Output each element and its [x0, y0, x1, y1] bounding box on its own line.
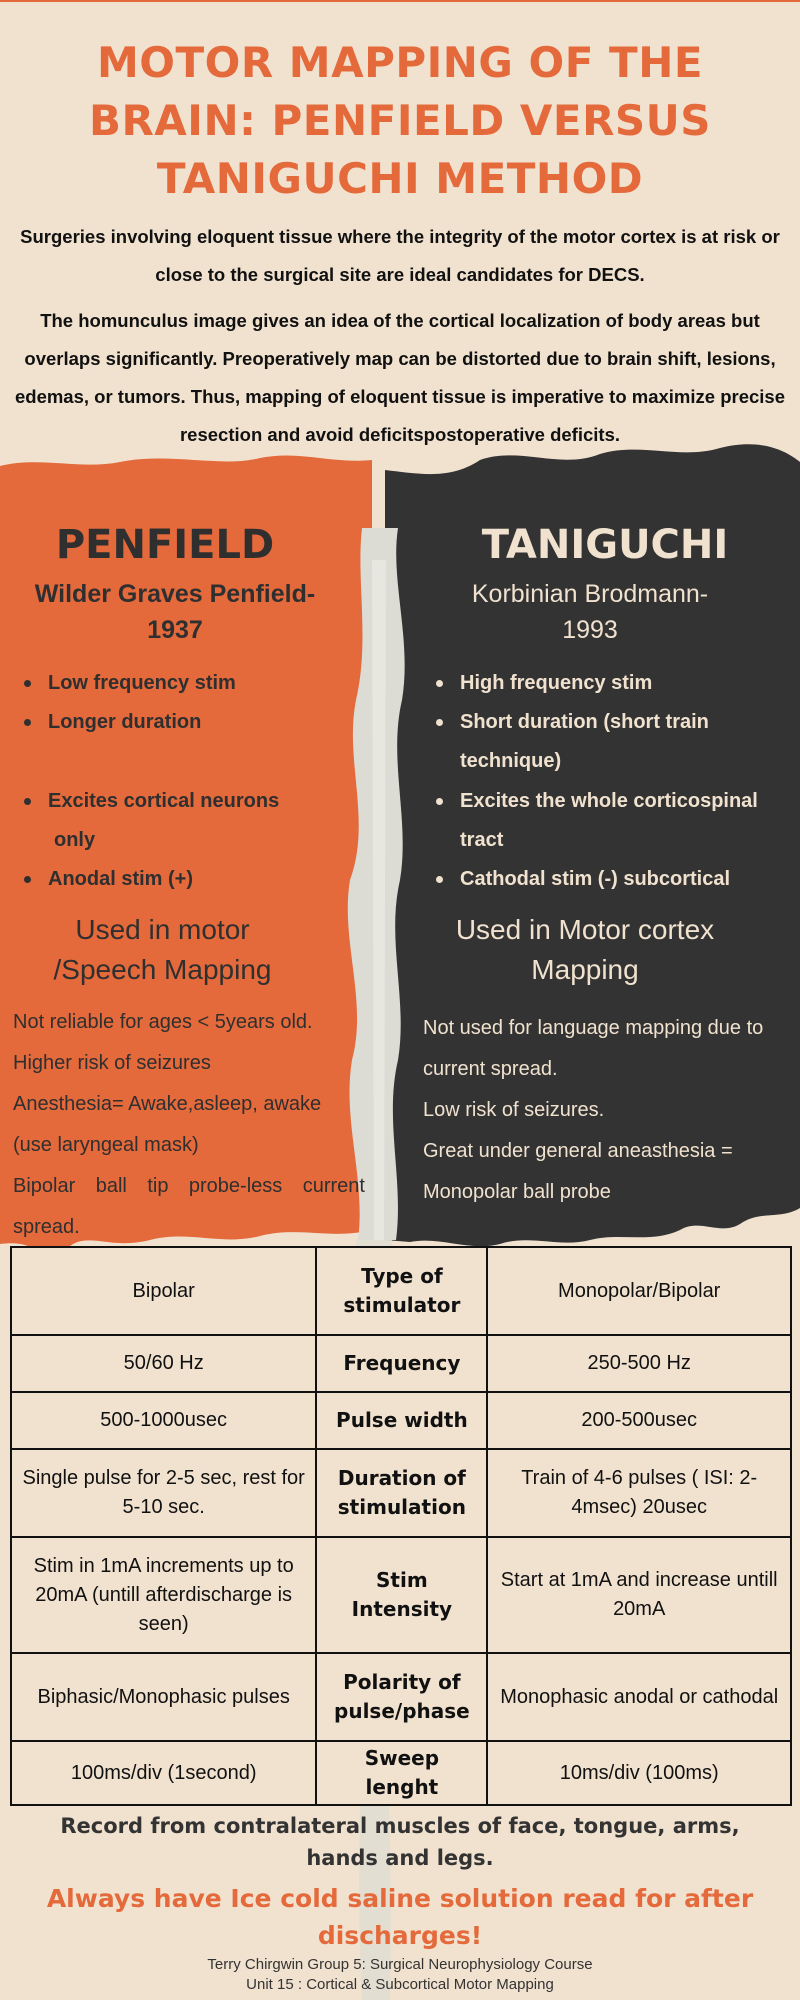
intro-paragraph-2: The homunculus image gives an idea of the cortical localization of body areas but overlaps significantly. Preoperatively map can be distorted due to brain shift, lesions, edemas, or tumors. Thus, mapping of eloquent tissue is imperative to maximize precise resection and avoid deficitspostoperative deficits. [14, 310, 785, 445]
table-row [11, 1537, 791, 1653]
taniguchi-bullet-list-3 [422, 860, 800, 899]
taniguchi-cell: 200-500usec [487, 1392, 791, 1449]
parameter-cell: Polarity of pulse/phase [316, 1653, 487, 1741]
taniguchi-heading: TANIGUCHI [481, 522, 729, 568]
parameter-cell: Pulse width [316, 1392, 487, 1449]
penfield-bullet-continuation: only [54, 829, 96, 851]
penfield-notes [13, 1002, 368, 1248]
record-instruction: Record from contralateral muscles of face, tongue, arms, hands and legs. [60, 1814, 740, 1870]
credit-line-2: Unit 15 : Cortical & Subcortical Motor Mapping [246, 1976, 554, 1993]
taniguchi-bullet-continuation: tract [460, 829, 504, 851]
penfield-bullet: Excites cortical neurons [10, 782, 350, 821]
penfield-note: Anesthesia= Awake,asleep, awake [13, 1093, 322, 1115]
taniguchi-bullet: High frequency stim [422, 664, 800, 703]
penfield-cell: Stim in 1mA increments up to 20mA (untill afterdischarge is seen) [11, 1537, 316, 1653]
penfield-note: (use laryngeal mask) [13, 1134, 199, 1156]
page-title: MOTOR MAPPING OF THE BRAIN: PENFIELD VERSUS TANIGUCHI METHOD [88, 38, 712, 203]
taniguchi-bullet: Short duration (short train [422, 703, 800, 742]
taniguchi-notes [423, 1008, 800, 1213]
taniguchi-note: Not used for language mapping due to [423, 1017, 764, 1039]
penfield-cell: 100ms/div (1second) [11, 1741, 316, 1805]
penfield-bullet-list [10, 664, 350, 742]
penfield-use-line2: /Speech Mapping [53, 954, 272, 985]
taniguchi-cell: Monopolar/Bipolar [487, 1247, 791, 1335]
table-row [11, 1392, 791, 1449]
parameter-cell: Sweep lenght [316, 1741, 487, 1805]
penfield-cell: Single pulse for 2-5 sec, rest for 5-10 sec. [11, 1449, 316, 1537]
table-row [11, 1247, 791, 1335]
penfield-use-line1: Used in motor [75, 914, 250, 945]
penfield-bullet-list-3 [10, 860, 350, 899]
taniguchi-bullet-continuation: technique) [460, 750, 562, 772]
table-row [11, 1653, 791, 1741]
penfield-subtitle-line2: 1937 [147, 616, 203, 644]
penfield-cell: Bipolar [11, 1247, 316, 1335]
penfield-bullet: Longer duration [10, 703, 350, 742]
taniguchi-use-line2: Mapping [531, 954, 639, 985]
penfield-cell: Biphasic/Monophasic pulses [11, 1653, 316, 1741]
taniguchi-cell: Train of 4-6 pulses ( ISI: 2-4msec) 20usec [487, 1449, 791, 1537]
penfield-note: Higher risk of seizures [13, 1052, 211, 1074]
parameter-cell: Stim Intensity [316, 1537, 487, 1653]
penfield-cell: 500-1000usec [11, 1392, 316, 1449]
table-row [11, 1741, 791, 1805]
taniguchi-subtitle-line2: 1993 [562, 616, 618, 644]
taniguchi-cell: 10ms/div (100ms) [487, 1741, 791, 1805]
taniguchi-cell: Monophasic anodal or cathodal [487, 1653, 791, 1741]
table-row [11, 1335, 791, 1392]
penfield-heading: PENFIELD [55, 522, 275, 568]
penfield-note: Not reliable for ages < 5years old. [13, 1011, 313, 1033]
taniguchi-note: current spread. [423, 1058, 558, 1080]
parameter-cell: Duration of stimulation [316, 1449, 487, 1537]
taniguchi-bullet-list [422, 664, 800, 742]
taniguchi-cell: 250-500 Hz [487, 1335, 791, 1392]
taniguchi-use-line1: Used in Motor cortex [455, 914, 715, 945]
penfield-bullet: Anodal stim (+) [10, 860, 350, 899]
penfield-bullet: Low frequency stim [10, 664, 350, 703]
taniguchi-note: Low risk of seizures. [423, 1099, 605, 1121]
table-row [11, 1449, 791, 1537]
credit-line-1: Terry Chirgwin Group 5: Surgical Neurophysiology Course [207, 1956, 593, 1973]
taniguchi-bullet: Cathodal stim (-) subcortical [422, 860, 800, 899]
penfield-note: spread. [13, 1216, 80, 1238]
parameter-cell: Frequency [316, 1335, 487, 1392]
penfield-cell: 50/60 Hz [11, 1335, 316, 1392]
comparison-table [10, 1246, 792, 1806]
top-accent-line [0, 0, 800, 2]
intro-paragraph-1: Surgeries involving eloquent tissue where the integrity of the motor cortex is at risk or close to the surgical site are ideal candidates for DECS. [20, 226, 780, 285]
taniguchi-bullet: Excites the whole corticospinal [422, 782, 800, 821]
penfield-note: Bipolar ball tip probe-less current [13, 1175, 365, 1197]
taniguchi-note: Great under general aneasthesia = [423, 1140, 733, 1162]
parameter-cell: Type of stimulator [316, 1247, 487, 1335]
penfield-bullet-list-2 [10, 782, 350, 821]
ice-saline-warning: Always have Ice cold saline solution read for after discharges! [46, 1884, 754, 1950]
taniguchi-cell: Start at 1mA and increase untill 20mA [487, 1537, 791, 1653]
taniguchi-subtitle-line1: Korbinian Brodmann- [471, 580, 709, 608]
penfield-subtitle-line1: Wilder Graves Penfield- [34, 580, 316, 608]
taniguchi-bullet-list-2 [422, 782, 800, 821]
taniguchi-note: Monopolar ball probe [423, 1181, 611, 1203]
